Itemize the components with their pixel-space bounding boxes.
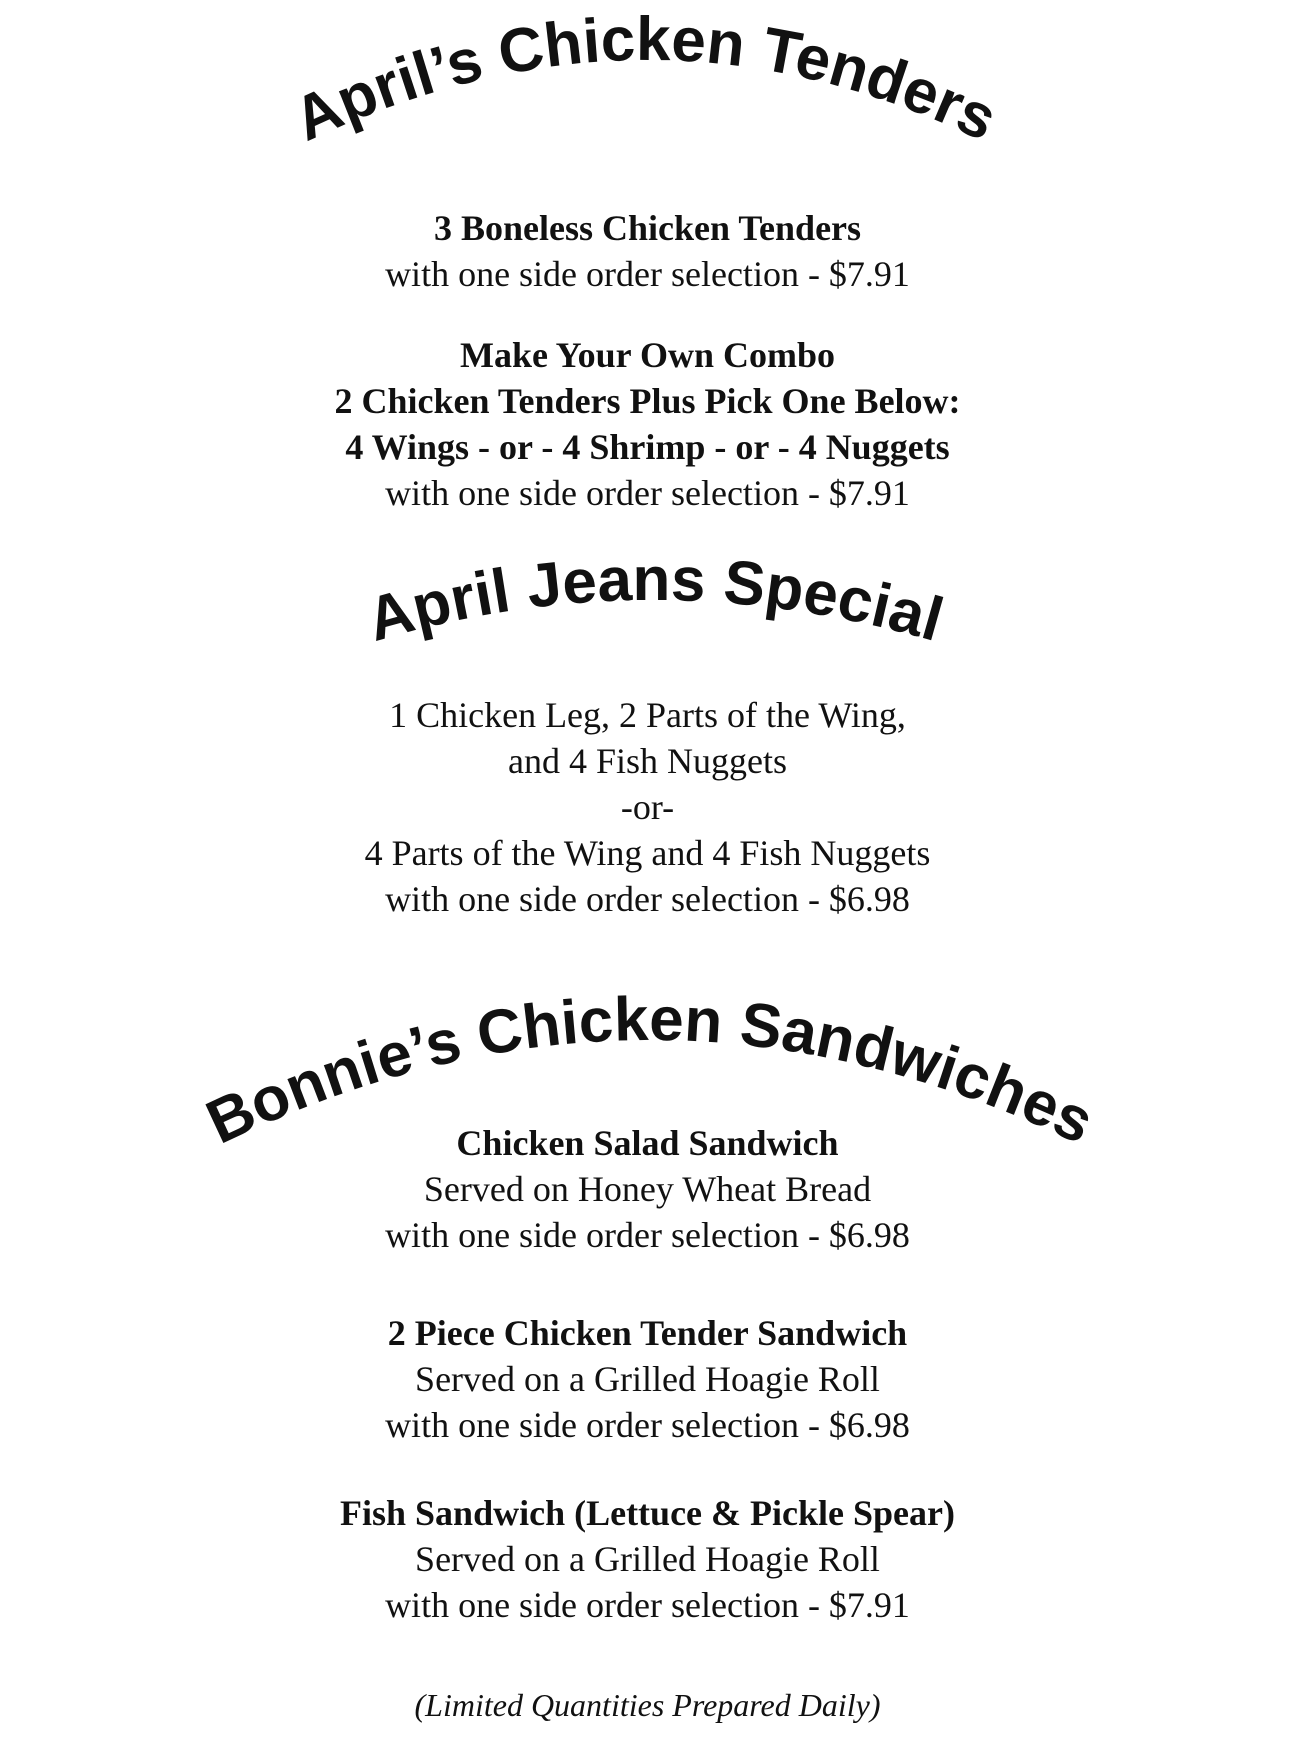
menu-item-fish-sandwich [0,1490,1295,1628]
item-description: with one side order selection - $6.98 [385,1215,910,1255]
footer-note: (Limited Quantities Prepared Daily) [414,1687,881,1723]
item-name: 2 Piece Chicken Tender Sandwich [387,1313,908,1353]
item-description: with one side order selection - $6.98 [385,879,910,919]
menu-item-make-your-own-combo [0,332,1295,516]
item-detail: 4 Wings - or - 4 Shrimp - or - 4 Nuggets [345,427,950,467]
item-description: Served on a Grilled Hoagie Roll [415,1359,880,1399]
tenders-title: April’s Chicken Tenders [283,4,1008,155]
item-name: Chicken Salad Sandwich [456,1123,839,1163]
item-description: with one side order selection - $7.91 [385,254,910,294]
special-title: April Jeans Special [359,544,951,655]
item-name: Make Your Own Combo [459,335,836,375]
menu-item-boneless-tenders [0,205,1295,297]
svg-text:April’s Chicken Tenders [284,5,1007,155]
special-heading [0,540,1295,660]
item-description: and 4 Fish Nuggets [508,741,787,781]
item-description: with one side order selection - $7.91 [385,473,910,513]
item-description: 1 Chicken Leg, 2 Parts of the Wing, [389,695,906,735]
item-description: Served on a Grilled Hoagie Roll [415,1539,880,1579]
tenders-heading [0,0,1295,200]
item-description: with one side order selection - $6.98 [385,1405,910,1445]
item-name: Fish Sandwich (Lettuce & Pickle Spear) [340,1493,955,1533]
menu-item-april-jeans-special [0,692,1295,922]
sandwiches-title: Bonnie’s Chicken Sandwiches [196,984,1104,1158]
svg-text:April Jeans Special [360,545,950,655]
item-description: Served on Honey Wheat Bread [423,1169,872,1209]
item-separator: -or- [620,787,675,827]
menu-item-chicken-salad-sandwich [0,1120,1295,1258]
item-name: 3 Boneless Chicken Tenders [433,208,862,248]
item-description: with one side order selection - $7.91 [385,1585,910,1625]
menu-item-chicken-tender-sandwich [0,1310,1295,1448]
item-description: 4 Parts of the Wing and 4 Fish Nuggets [364,833,931,873]
item-detail: 2 Chicken Tenders Plus Pick One Below: [334,381,961,421]
